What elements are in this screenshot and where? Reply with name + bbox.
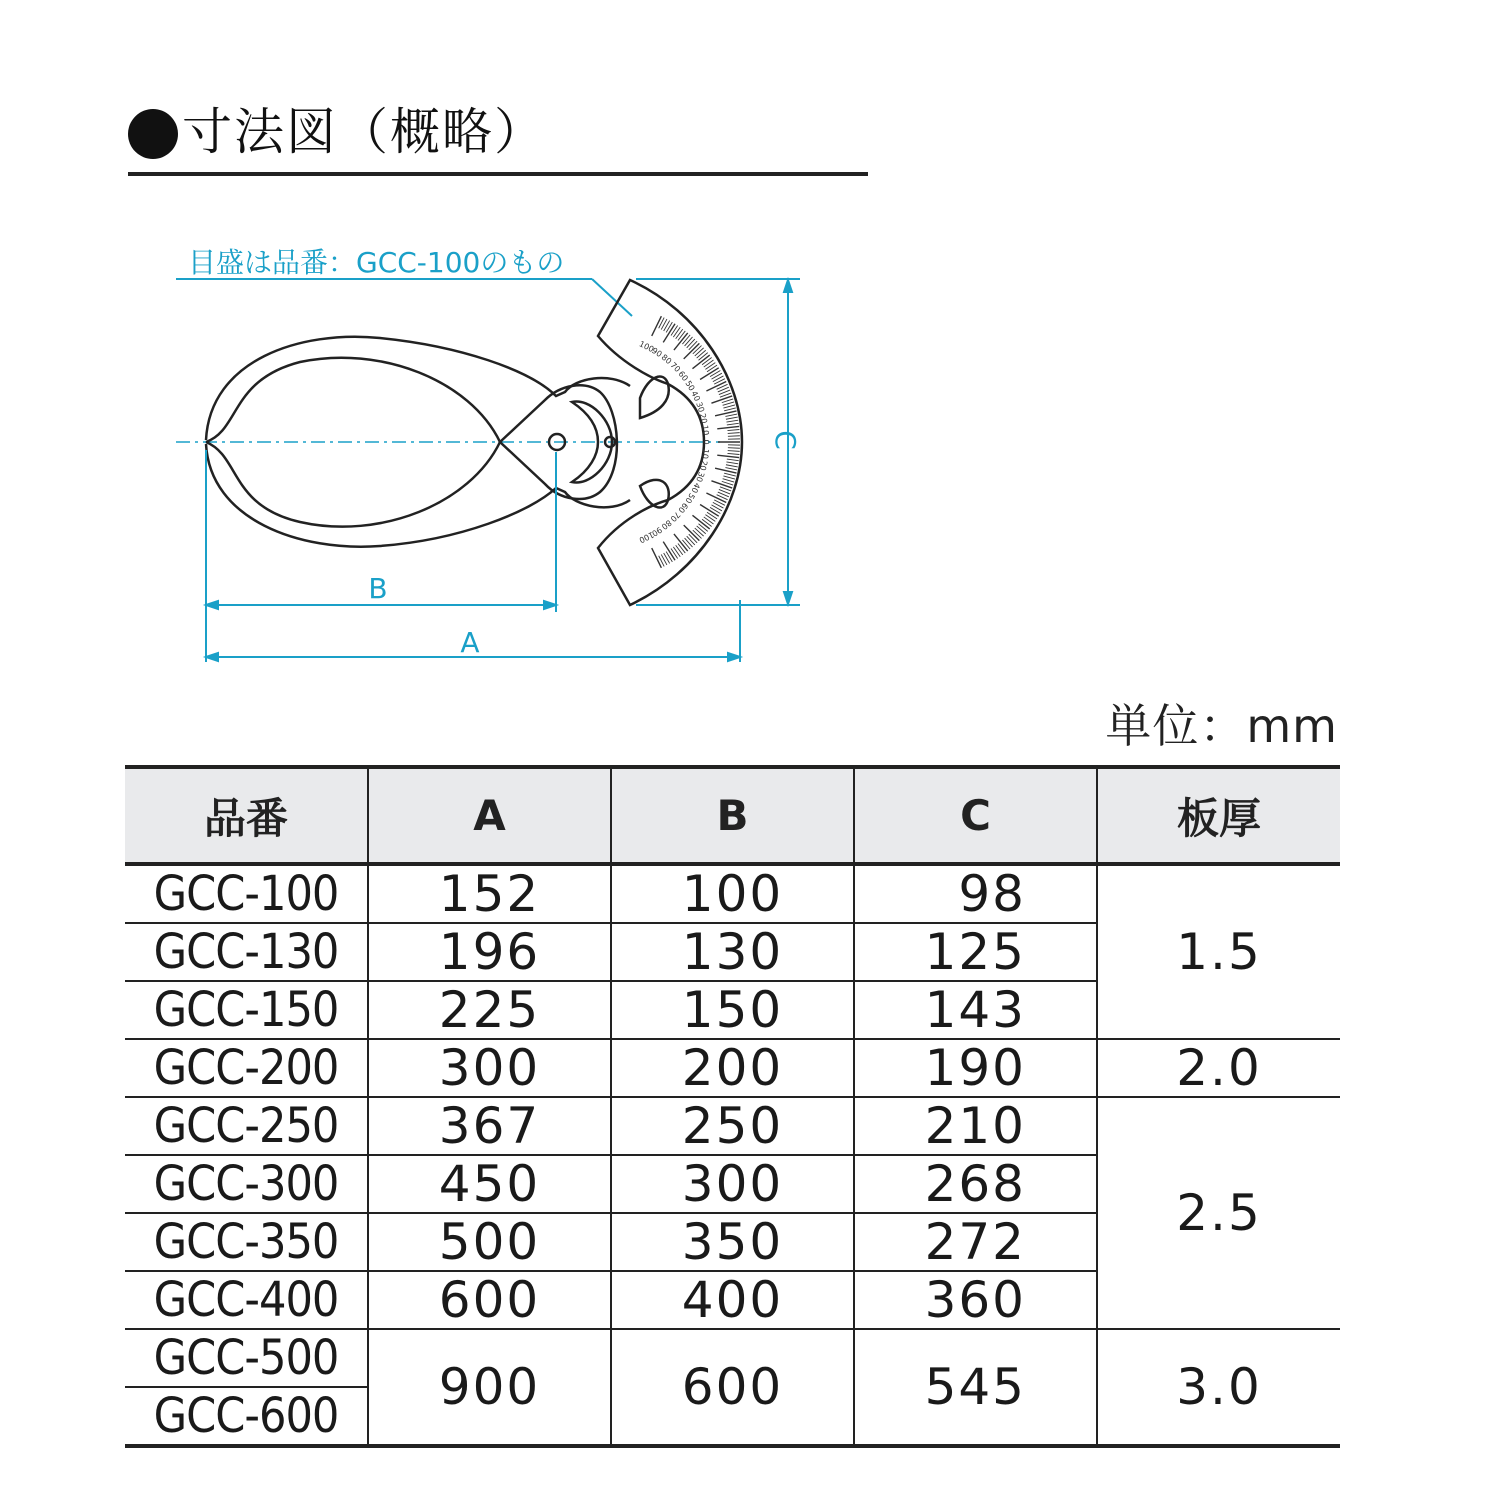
cell-c: 143 — [854, 981, 1097, 1039]
cell-model: GCC-350 — [125, 1213, 368, 1271]
scale-tick — [673, 327, 680, 337]
scale-label: 100 — [637, 529, 656, 545]
scale-label: 30 — [694, 400, 707, 414]
cell-c: 545 — [854, 1329, 1097, 1446]
scale-label: 50 — [683, 491, 697, 505]
scale-tick — [727, 423, 739, 425]
cell-a: 450 — [368, 1155, 611, 1213]
scale-tick — [678, 331, 685, 341]
scale-tick — [727, 430, 739, 431]
scale-label: 60 — [676, 501, 690, 515]
cell-thickness: 2.5 — [1097, 1097, 1340, 1329]
cell-c: 125 — [854, 923, 1097, 981]
scale-tick — [700, 368, 719, 380]
scale-tick — [676, 545, 683, 555]
cell-c: 360 — [854, 1271, 1097, 1329]
scale-tick — [666, 322, 672, 332]
cell-c: 190 — [854, 1039, 1097, 1097]
scale-tick — [710, 507, 720, 513]
scale-tick — [671, 325, 678, 335]
scale-tick — [689, 341, 697, 350]
scale-tick — [671, 549, 678, 559]
cell-a: 300 — [368, 1039, 611, 1097]
scale-tick — [727, 453, 739, 454]
scale-tick — [661, 319, 667, 330]
spec-table — [125, 765, 1340, 1448]
heading-title: 寸法図（概略） — [182, 103, 546, 161]
scale-label: 20 — [697, 459, 709, 472]
scale-tick — [726, 420, 738, 422]
scale-label: 50 — [683, 379, 697, 393]
scale-tick — [728, 448, 740, 449]
label-b: B — [368, 572, 388, 605]
scale-label: 30 — [694, 470, 707, 484]
scale-tick — [682, 335, 690, 344]
scale-tick — [723, 476, 735, 479]
cell-b: 200 — [611, 1039, 854, 1097]
cell-b: 250 — [611, 1097, 854, 1155]
table-row — [125, 1039, 1340, 1097]
scale-tick — [687, 536, 695, 545]
scale-tick — [723, 479, 734, 482]
scale-tick — [707, 365, 717, 372]
scale-label: 70 — [668, 509, 682, 524]
table-header-row — [125, 767, 1340, 864]
cell-model: GCC-500 — [125, 1329, 368, 1387]
scale-tick — [704, 360, 714, 367]
scale-tick — [692, 515, 709, 529]
cell-a: 152 — [368, 864, 611, 923]
scale-label: 10 — [700, 424, 711, 436]
cell-model: GCC-400 — [125, 1271, 368, 1329]
table-row — [125, 1097, 1340, 1155]
cell-model: GCC-300 — [125, 1155, 368, 1213]
scale-tick — [726, 465, 738, 467]
cell-b: 300 — [611, 1155, 854, 1213]
scale-tick — [664, 553, 670, 563]
scale-label: 20 — [697, 412, 709, 425]
scale-tick — [697, 526, 706, 534]
scale-tick — [663, 324, 675, 343]
cell-model: GCC-600 — [125, 1387, 368, 1446]
scale-tick — [674, 333, 688, 350]
scale-tick — [711, 481, 732, 488]
cell-thickness: 3.0 — [1097, 1329, 1340, 1446]
scale-tick — [678, 544, 685, 554]
scale-tick — [666, 552, 672, 562]
cell-a: 900 — [368, 1329, 611, 1446]
scale-label: 60 — [676, 369, 690, 383]
scale-tick — [726, 462, 738, 464]
cell-a: 196 — [368, 923, 611, 981]
scale-tick — [711, 396, 732, 403]
scale-label: 40 — [689, 389, 702, 403]
scale-tick — [673, 547, 680, 557]
scale-tick — [663, 542, 675, 561]
scale-tick — [717, 455, 739, 457]
scale-tick — [705, 515, 715, 522]
scale-tick — [723, 405, 735, 408]
cell-model: GCC-100 — [125, 864, 368, 923]
scale-tick — [726, 417, 738, 419]
table-row — [125, 1329, 1340, 1387]
cell-c: 210 — [854, 1097, 1097, 1155]
cell-b: 100 — [611, 864, 854, 923]
dimension-b — [206, 450, 556, 662]
cell-model: GCC-250 — [125, 1097, 368, 1155]
scale-tick — [664, 321, 670, 331]
scale-tick — [693, 346, 702, 354]
scale-tick — [685, 337, 693, 346]
scale-tick — [727, 459, 739, 461]
scale-tick — [661, 554, 667, 565]
scale-tick — [685, 538, 693, 547]
cell-a: 500 — [368, 1213, 611, 1271]
scale-label: 10 — [700, 448, 711, 460]
cell-model: GCC-130 — [125, 923, 368, 981]
table-row — [125, 864, 1340, 923]
scale-label: 40 — [689, 481, 702, 495]
cell-b: 150 — [611, 981, 854, 1039]
scale-tick — [695, 528, 704, 536]
scale-tick — [697, 350, 706, 358]
scale-tick — [728, 451, 740, 452]
scale-tick — [711, 373, 721, 379]
scale-tick — [705, 363, 715, 370]
scale-tick — [702, 519, 712, 526]
scale-tick — [693, 530, 702, 538]
scale-tick — [692, 355, 709, 369]
scale-tick — [707, 512, 717, 519]
scale-tick — [689, 534, 697, 543]
scale-tick — [684, 343, 700, 359]
scale-tick — [687, 339, 695, 348]
scale-tick — [702, 358, 712, 365]
scale-tick — [699, 353, 708, 361]
scale-tick — [725, 468, 737, 470]
cell-b: 350 — [611, 1213, 854, 1271]
cell-a: 600 — [368, 1271, 611, 1329]
scale-tick — [710, 370, 720, 376]
header-a: A — [368, 767, 611, 864]
header-b: B — [611, 767, 854, 864]
scale-tick — [676, 329, 683, 339]
scale-label: 70 — [668, 360, 682, 375]
scale-tick — [684, 525, 700, 541]
cell-a: 225 — [368, 981, 611, 1039]
scale-tick — [728, 433, 740, 434]
scale-tick — [695, 348, 704, 356]
scale-tick — [724, 473, 736, 476]
cell-b: 130 — [611, 923, 854, 981]
scale-label: 80 — [659, 352, 674, 367]
cell-c: 272 — [854, 1213, 1097, 1271]
scale-tick — [699, 524, 708, 532]
cell-b: 600 — [611, 1329, 854, 1446]
header-model: 品番 — [125, 767, 368, 864]
cell-thickness: 2.0 — [1097, 1039, 1340, 1097]
cell-b: 400 — [611, 1271, 854, 1329]
unit-label: 単位：mm — [1105, 699, 1338, 753]
cell-c: 98 — [854, 864, 1097, 923]
label-a: A — [460, 626, 480, 659]
cell-thickness: 1.5 — [1097, 864, 1340, 1039]
scale-tick — [724, 408, 736, 411]
scale-tick — [728, 436, 740, 437]
scale-label: 80 — [659, 517, 674, 532]
cell-model: GCC-200 — [125, 1039, 368, 1097]
scale-tick — [682, 540, 690, 549]
scale-tick — [704, 517, 714, 524]
cell-a: 367 — [368, 1097, 611, 1155]
scale-label: 90 — [650, 524, 664, 539]
cell-c: 268 — [854, 1155, 1097, 1213]
cell-model: GCC-150 — [125, 981, 368, 1039]
scale-tick — [717, 426, 739, 428]
scale-tick — [674, 534, 688, 551]
scale-label: 0 — [701, 439, 711, 445]
scale-label: 100 — [637, 339, 656, 355]
scale-tick — [711, 505, 721, 511]
dimension-drawing — [0, 0, 1500, 700]
scale-label: 90 — [650, 345, 664, 360]
scale-tick — [700, 505, 719, 517]
label-c: C — [769, 430, 802, 450]
header-thickness: 板厚 — [1097, 767, 1340, 864]
scale-note: 目盛は品番：GCC-100のもの — [188, 246, 565, 279]
header-c: C — [854, 767, 1097, 864]
scale-tick — [723, 402, 734, 405]
scale-tick — [725, 414, 737, 416]
